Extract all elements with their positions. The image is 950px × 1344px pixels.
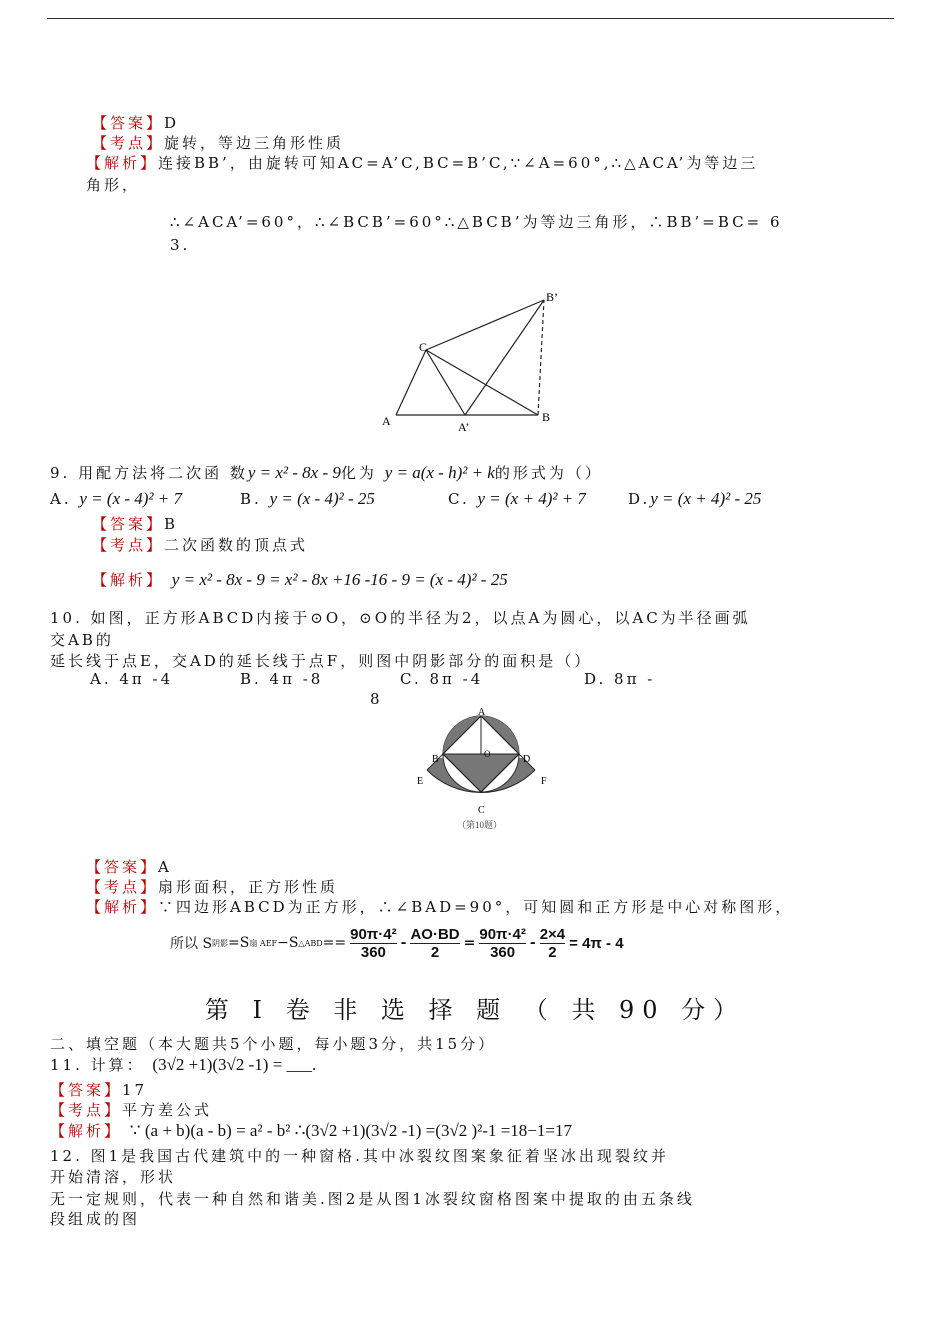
answer-tag: 【答案】	[50, 1081, 123, 1099]
q12-line3: 无一定规则，代表一种自然和谐美.图2是从图1冰裂纹窗格图案中提取的由五条线	[50, 1190, 695, 1208]
segment-cb	[426, 350, 538, 415]
q11-expr: (3√2 +1)(3√2 -1) = ___.	[152, 1055, 317, 1074]
q10-option-b: B. 4π -8	[240, 670, 324, 688]
label-c: C	[419, 340, 428, 354]
q8-answer-line	[92, 112, 179, 133]
q8-point-line	[92, 132, 344, 153]
formula-prefix: 所以 S	[170, 936, 213, 952]
fraction-2-num: AO·BD	[410, 925, 460, 943]
q11-answer: 17	[122, 1081, 148, 1099]
q10-option-d-cont: 8	[370, 690, 383, 708]
q9-option-c	[448, 489, 586, 509]
q9-expr1: y = x² - 8x - 9	[247, 463, 341, 482]
header-rule	[47, 18, 894, 19]
section2-intro: 二、填空题（本大题共5个小题，每小题3分，共15分）	[50, 1035, 497, 1053]
q9-answer: B	[164, 515, 179, 533]
q9-option-b-expr: y = (x - 4)² - 25	[269, 489, 375, 508]
q9-option-c-label: C.	[448, 490, 470, 508]
formula-result: = 4π - 4	[569, 934, 624, 952]
q9-point: 二次函数的顶点式	[164, 536, 309, 554]
fraction-1-num: 90π·4²	[350, 925, 397, 943]
analysis-tag: 【解析】	[50, 1122, 123, 1140]
q10-option-d: D. 8π -	[584, 670, 656, 688]
segment-ac	[396, 350, 426, 415]
q11-point: 平方差公式	[122, 1101, 213, 1119]
q11-point-line	[50, 1099, 212, 1120]
q12-line2: 开始清溶，形状	[50, 1168, 177, 1186]
q8-point: 旋转，等边三角形性质	[164, 134, 345, 152]
fraction-3-num: 90π·4²	[479, 925, 526, 943]
q10-analysis-formula: 所以 S 阴影 =S 扇 AEF −S △ABD == $\frac{\text{90π·4²}}{360}$ - $\frac{AO\cdot BD}{2}$ = $\frac{\text{90π·4²}}{360}$ - $\frac{2\times 4}{2}$ = 4π - 4	[170, 925, 624, 961]
q9-point-line	[92, 534, 308, 555]
section-title: 第 I 卷 非 选 择 题 （ 共 90 分）	[204, 996, 746, 1024]
label-o: O	[484, 749, 491, 759]
q8-analysis-1: 连接BB’，由旋转可知AC=A’C,BC=B’C,∵∠A=60°,∴△ACA’为等边三	[158, 154, 759, 172]
q10-point: 扇形面积，正方形性质	[158, 878, 339, 896]
label-a: A	[478, 707, 486, 718]
label-d: D	[523, 754, 531, 765]
answer-tag: 【答案】	[92, 515, 165, 533]
q10-stem-line2: 交AB的	[50, 631, 114, 649]
analysis-tag: 【解析】	[86, 154, 159, 172]
fraction-2-den: 2	[410, 943, 459, 961]
q9-option-b-label: B.	[240, 490, 262, 508]
q8-analysis-line2: 角形，	[86, 176, 141, 194]
q9-option-d	[628, 489, 761, 509]
q8-analysis-line1	[86, 152, 758, 173]
q9-option-c-expr: y = (x + 4)² + 7	[477, 489, 586, 508]
formula-eq: ==	[322, 935, 347, 951]
q9-stem-c: 的形式为（）	[494, 464, 603, 482]
fraction-1	[350, 926, 397, 961]
q9-stem-a: 9. 用配方法将二次函 数	[50, 464, 248, 482]
q9-stem	[50, 462, 603, 483]
q10-option-c: C. 8π -4	[400, 670, 484, 688]
point-tag: 【考点】	[50, 1101, 123, 1119]
formula-sub-shadow: 阴影	[212, 938, 229, 948]
q9-option-d-label: D.	[628, 490, 651, 508]
analysis-tag: 【解析】	[92, 571, 165, 589]
fraction-3-den: 360	[479, 943, 526, 961]
q8-answer: D	[164, 114, 180, 132]
q9-expr2: y = a(x - h)² + k	[384, 463, 495, 482]
fraction-4	[540, 926, 565, 961]
point-tag: 【考点】	[92, 134, 165, 152]
q9-analysis-line	[92, 569, 508, 590]
q9-option-a	[50, 489, 182, 509]
q9-option-b	[240, 489, 375, 509]
q10-point-line	[86, 876, 338, 897]
fraction-4-den: 2	[540, 943, 565, 961]
q11-analysis: ∵ (a + b)(a - b) = a² - b² ∴(3√2 +1)(3√2 -1) =(3√2 )²-1 =18−1=17	[129, 1121, 572, 1140]
label-f: F	[541, 776, 547, 787]
point-tag: 【考点】	[86, 878, 159, 896]
fraction-1-den: 360	[350, 943, 397, 961]
q9-stem-b: 化为	[340, 464, 377, 482]
q8-analysis-line3: ∴∠ACA’=60°，∴∠BCB’=60°∴△BCB’为等边三角形，∴BB’=BC= 6	[170, 213, 783, 231]
analysis-tag: 【解析】	[86, 898, 159, 916]
formula-mid: =S	[228, 935, 250, 951]
formula-mid2: −S	[277, 935, 299, 951]
q11-stem	[50, 1054, 316, 1075]
q10-answer: A	[158, 858, 172, 876]
answer-tag: 【答案】	[92, 114, 165, 132]
q10-analysis-line1	[86, 896, 793, 917]
q9-option-d-expr: y = (x + 4)² - 25	[650, 489, 762, 508]
q9-option-a-label: A.	[50, 490, 72, 508]
q11-analysis-line	[50, 1120, 572, 1141]
q12-line1: 12. 图1是我国古代建筑中的一种窗格.其中冰裂纹图案象征着坚冰出现裂纹并	[50, 1147, 669, 1165]
q8-triangle-figure	[370, 285, 570, 435]
answer-tag: 【答案】	[86, 858, 159, 876]
q10-stem-line1: 10. 如图，正方形ABCD内接于⊙O，⊙O的半径为2，以点A为圆心，以AC为半径画弧	[50, 609, 751, 627]
label-e: E	[417, 776, 424, 787]
q9-analysis: y = x² - 8x - 9 = x² - 8x +16 -16 - 9 = (x - 4)² - 25	[171, 570, 508, 589]
label-c: C	[478, 805, 485, 816]
label-b: B	[432, 754, 439, 765]
label-a: A	[382, 414, 391, 428]
segment-ca1	[426, 350, 465, 415]
label-b: B	[542, 410, 551, 424]
figure-caption: （第10题）	[457, 820, 503, 830]
q9-option-a-expr: y = (x - 4)² + 7	[79, 489, 183, 508]
formula-sub-triangle: △ABD	[298, 938, 323, 948]
q8-analysis-line4: 3.	[170, 236, 191, 254]
q9-answer-line	[92, 513, 178, 534]
q12-line4: 段组成的图	[50, 1210, 141, 1228]
formula-sub-sector: 扇 AEF	[249, 938, 278, 948]
q10-stem-line3: 延长线于点E，交AD的延长线于点F，则图中阴影部分的面积是（）	[50, 652, 593, 670]
fraction-4-num: 2×4	[539, 925, 566, 943]
point-tag: 【考点】	[92, 536, 165, 554]
q10-circle-figure	[405, 705, 565, 835]
q11-stem-text: 11. 计算：	[50, 1056, 145, 1074]
q10-answer-line	[86, 856, 172, 877]
q10-option-a: A. 4π -4	[90, 670, 174, 688]
q11-answer-line	[50, 1079, 147, 1100]
label-b1: B’	[546, 290, 558, 304]
segment-bb1	[538, 300, 544, 415]
fraction-3	[479, 926, 526, 961]
label-a1: A’	[458, 420, 470, 434]
q10-analysis-1: ∵四边形ABCD为正方形，∴∠BAD=90°，可知圆和正方形是中心对称图形，	[158, 898, 794, 916]
fraction-2	[410, 926, 459, 961]
